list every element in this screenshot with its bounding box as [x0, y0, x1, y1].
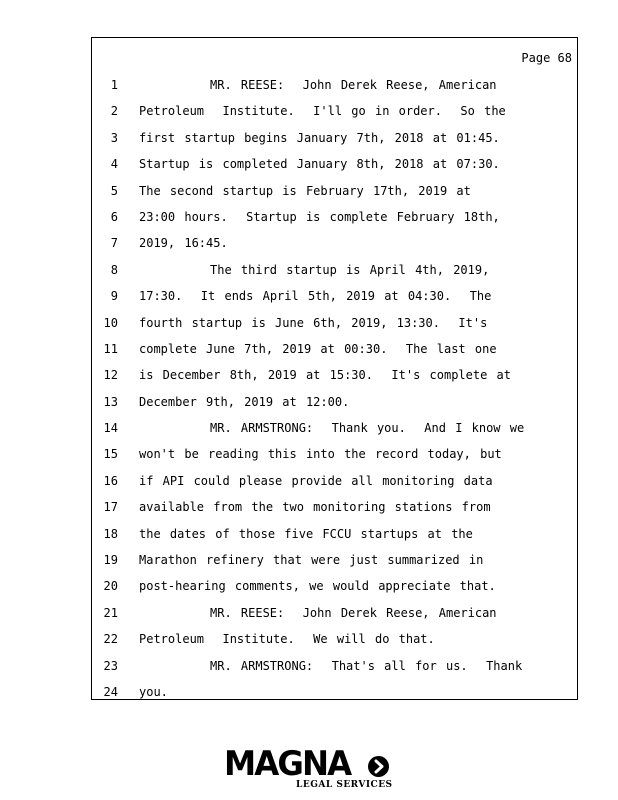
transcript-line [92, 204, 577, 230]
line-text: Petroleum Institute. We will do that. [139, 632, 435, 647]
line-number: 16 [103, 473, 118, 488]
line-text: MR. ARMSTRONG: Thank you. And I know we [210, 421, 525, 436]
transcript-line [92, 653, 577, 679]
line-text: the dates of those five FCCU startups at the [139, 526, 473, 541]
line-text: first startup begins January 7th, 2018 at 01:45. [139, 130, 500, 145]
line-number: 6 [110, 209, 118, 224]
line-number: 1 [110, 78, 118, 92]
line-number: 9 [110, 289, 118, 304]
transcript-line [92, 573, 577, 599]
line-number: 3 [110, 130, 118, 145]
line-text: December 9th, 2019 at 12:00. [139, 394, 350, 409]
line-text: complete June 7th, 2019 at 00:30. The last one [139, 341, 497, 356]
line-number: 22 [103, 632, 118, 647]
transcript-line [92, 494, 577, 520]
line-text: is December 8th, 2019 at 15:30. It's complete at [139, 368, 512, 383]
logo-wordmark: MAGNA [224, 744, 351, 784]
line-number: 12 [103, 368, 118, 383]
transcript-line [92, 336, 577, 362]
transcript-line [92, 230, 577, 256]
line-text: if API could please provide all monitoring data [139, 473, 493, 488]
line-number: 10 [103, 315, 118, 330]
transcript-line [92, 521, 577, 547]
chevron-right-circle-icon [368, 756, 389, 777]
transcript-line [92, 283, 577, 309]
transcript-line [92, 257, 577, 283]
logo-subtext: LEGAL SERVICES [296, 780, 393, 790]
line-number: 23 [103, 658, 118, 673]
transcript-line [92, 98, 577, 124]
line-text: 17:30. It ends April 5th, 2019 at 04:30. The [139, 289, 492, 304]
line-text: won't be reading this into the record today, but [139, 447, 502, 462]
transcript-line [92, 547, 577, 573]
line-text: post-hearing comments, we would appreciate that. [139, 579, 496, 594]
line-number: 11 [103, 341, 118, 356]
transcript-line [92, 178, 577, 204]
line-number: 15 [103, 447, 118, 462]
transcript-lines [92, 72, 577, 705]
line-text: you. [139, 684, 168, 699]
transcript-line [92, 468, 577, 494]
transcript-line [92, 151, 577, 177]
transcript-line [92, 310, 577, 336]
line-number: 8 [110, 262, 118, 277]
line-text: MR. REESE: John Derek Reese, American [210, 78, 497, 92]
line-number: 24 [103, 684, 118, 699]
magna-logo [224, 746, 396, 792]
line-number: 20 [103, 579, 118, 594]
line-text: available from the two monitoring stations from [139, 500, 491, 515]
line-text: 23:00 hours. Startup is complete February 18th, [139, 209, 500, 224]
line-number: 2 [110, 104, 118, 119]
page-number: Page 68 [521, 51, 572, 65]
transcript-line [92, 72, 577, 98]
line-text: Petroleum Institute. I'll go in order. So the [139, 104, 506, 119]
line-number: 17 [103, 500, 118, 515]
line-text: 2019, 16:45. [139, 236, 228, 251]
line-text: MR. REESE: John Derek Reese, American [210, 605, 497, 620]
line-text: The third startup is April 4th, 2019, [210, 262, 490, 277]
transcript-line [92, 389, 577, 415]
line-number: 13 [103, 394, 118, 409]
transcript-line [92, 441, 577, 467]
line-number: 5 [110, 183, 118, 198]
line-text: fourth startup is June 6th, 2019, 13:30. It's [139, 315, 488, 330]
transcript-line [92, 362, 577, 388]
line-text: Marathon refinery that were just summarized in [139, 553, 484, 568]
line-number: 14 [103, 421, 118, 436]
line-number: 21 [103, 605, 118, 620]
line-text: MR. ARMSTRONG: That's all for us. Thank [210, 658, 523, 673]
transcript-line [92, 600, 577, 626]
line-text: The second startup is February 17th, 2019 at [139, 183, 471, 198]
transcript-line [92, 626, 577, 652]
transcript-line [92, 125, 577, 151]
line-number: 4 [110, 157, 118, 172]
line-number: 18 [103, 526, 118, 541]
line-number: 7 [110, 236, 118, 251]
line-number: 19 [103, 553, 118, 568]
transcript-line [92, 415, 577, 441]
transcript-page [91, 37, 578, 700]
line-text: Startup is completed January 8th, 2018 at 07:30. [139, 157, 500, 172]
transcript-line [92, 679, 577, 705]
